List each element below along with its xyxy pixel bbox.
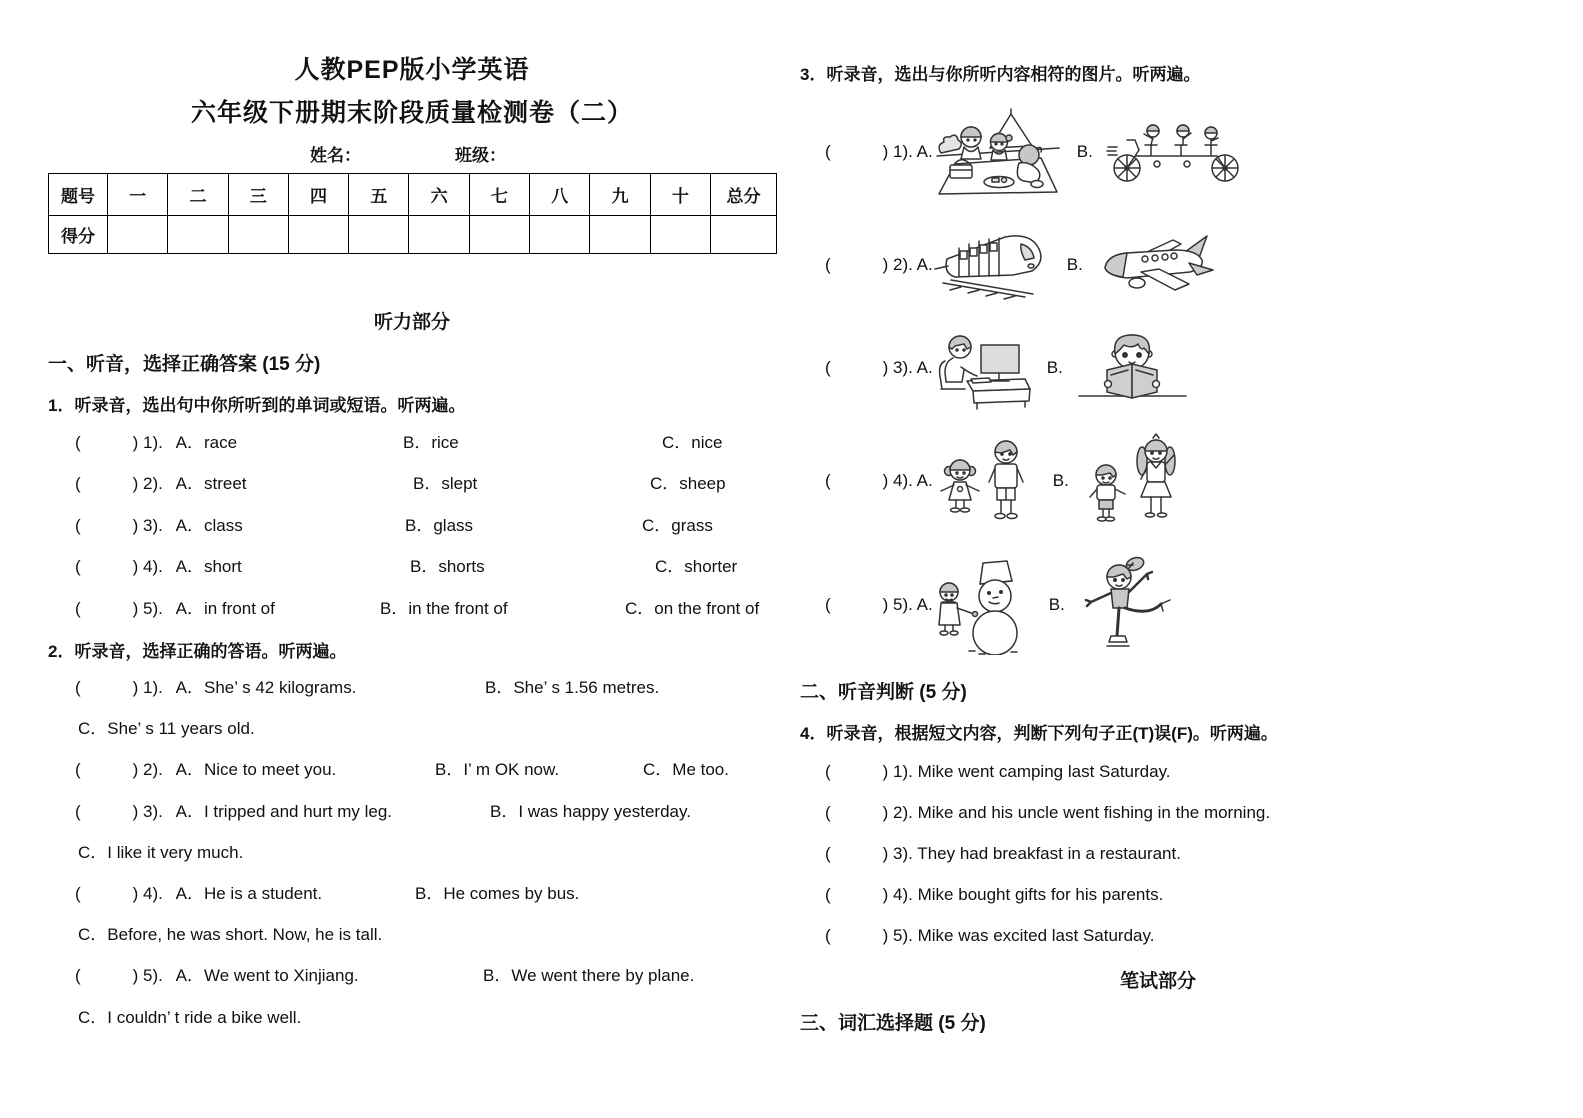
answer-bracket[interactable]	[825, 471, 933, 491]
open-paren: (	[75, 802, 81, 821]
option-a: A．We went to Xinjiang.	[175, 966, 359, 985]
answer-bracket[interactable]	[75, 599, 163, 618]
q2-item-3-option-c	[75, 841, 780, 865]
score-cell[interactable]	[530, 216, 590, 254]
option-a: A．street	[175, 474, 247, 493]
open-paren: (	[75, 516, 81, 535]
open-paren: (	[75, 884, 81, 903]
score-header-cell: 八	[530, 174, 590, 216]
item-number: ) 4). A.	[882, 471, 933, 490]
short-boy-tall-girl-illustration	[1081, 429, 1187, 533]
score-cell[interactable]	[469, 216, 529, 254]
item-number: ) 1).	[132, 678, 163, 697]
open-paren: (	[825, 595, 831, 614]
answer-bracket[interactable]	[825, 844, 1181, 863]
q4-item-5	[825, 924, 1154, 948]
score-cell[interactable]	[650, 216, 710, 254]
option-c: C．shorter	[655, 557, 738, 576]
option-b-label: B.	[1046, 358, 1063, 377]
q2-item-1-option-c	[75, 717, 780, 741]
score-header-cell: 总分	[711, 174, 777, 216]
part2-heading: 二、听音判断 (5 分)	[800, 682, 967, 703]
answer-bracket[interactable]	[75, 474, 163, 493]
option-c: C．Before, he was short. Now, he is tall.	[78, 925, 383, 944]
q4-item-3	[825, 842, 1181, 866]
q4-item-2	[825, 801, 1270, 825]
score-cell[interactable]	[288, 216, 348, 254]
option-c: C．I couldn’ t ride a bike well.	[78, 1008, 302, 1027]
open-paren: (	[825, 762, 831, 781]
item-number: ) 1).	[132, 433, 163, 452]
item-number: ) 4).	[132, 557, 163, 576]
option-c: C．I like it very much.	[78, 843, 244, 862]
answer-bracket[interactable]	[75, 678, 163, 697]
option-a: A．in front of	[175, 599, 275, 618]
score-row-label: 得分	[49, 216, 108, 254]
option-a: A．class	[175, 516, 243, 535]
q2-instruction: 2．听录音，选择正确的答语。听两遍。	[48, 642, 347, 661]
option-b: B．slept	[413, 474, 478, 493]
answer-bracket[interactable]	[75, 966, 163, 985]
answer-bracket[interactable]	[825, 885, 1163, 904]
q3-item-2	[825, 223, 1215, 307]
answer-bracket[interactable]	[75, 516, 163, 535]
score-header-cell: 五	[349, 174, 409, 216]
answer-bracket[interactable]	[75, 433, 163, 452]
listening-section-title: 听力部分	[373, 312, 450, 333]
score-header-cell: 题号	[49, 174, 108, 216]
option-b-label: B.	[1076, 142, 1093, 161]
tandem-bicycle-illustration	[1105, 120, 1245, 185]
q4-item-4	[825, 883, 1163, 907]
q2-item-3	[75, 800, 780, 824]
statement: ) 5). Mike was excited last Saturday.	[882, 926, 1155, 945]
score-cell[interactable]	[711, 216, 777, 254]
q3-item-4	[825, 429, 1187, 533]
open-paren: (	[825, 255, 831, 274]
q2-item-4	[75, 882, 780, 906]
paper-subtitle: 六年级下册期末阶段质量检测卷（二）	[190, 99, 633, 127]
open-paren: (	[75, 557, 81, 576]
short-girl-tall-boy-illustration	[933, 430, 1039, 532]
answer-bracket[interactable]	[825, 762, 1171, 781]
option-b: B．I’ m OK now.	[435, 760, 560, 779]
answer-bracket[interactable]	[825, 142, 933, 162]
score-cell[interactable]	[168, 216, 228, 254]
option-a: A．race	[175, 433, 238, 452]
train-illustration	[933, 225, 1053, 305]
q4-instruction: 4．听录音，根据短文内容，判断下列句子正(T)误(F)。听两遍。	[800, 724, 1278, 743]
open-paren: (	[825, 926, 831, 945]
statement: ) 3). They had breakfast in a restaurant.	[882, 844, 1181, 863]
q1-item-4	[75, 555, 780, 579]
option-b: B．She’ s 1.56 metres.	[485, 678, 660, 697]
answer-bracket[interactable]	[825, 358, 933, 378]
part1-heading: 一、听音，选择正确答案 (15 分)	[48, 354, 321, 375]
open-paren: (	[825, 471, 831, 490]
picnic-illustration	[933, 106, 1063, 198]
answer-bracket[interactable]	[825, 803, 1270, 822]
score-header-cell: 九	[590, 174, 650, 216]
item-number: ) 5). A.	[882, 595, 933, 614]
option-b: B．in the front of	[380, 599, 508, 618]
item-number: ) 1). A.	[882, 142, 933, 161]
item-number: ) 3).	[132, 802, 163, 821]
score-cell[interactable]	[590, 216, 650, 254]
paper-title: 人教PEP版小学英语	[294, 56, 530, 84]
answer-bracket[interactable]	[75, 557, 163, 576]
open-paren: (	[825, 885, 831, 904]
option-a: A．He is a student.	[175, 884, 323, 903]
option-c: C．on the front of	[625, 599, 760, 618]
open-paren: (	[825, 358, 831, 377]
option-b-label: B.	[1048, 595, 1065, 614]
option-a: A．short	[175, 557, 242, 576]
q3-item-1	[825, 104, 1245, 200]
option-b: B．glass	[405, 516, 474, 535]
q3-instruction: 3．听录音，选出与你所听内容相符的图片。听两遍。	[800, 65, 1201, 84]
score-table-header-row	[49, 174, 777, 216]
answer-bracket[interactable]	[75, 802, 163, 821]
score-header-cell: 六	[409, 174, 469, 216]
option-b-label: B.	[1066, 255, 1083, 274]
open-paren: (	[75, 760, 81, 779]
option-c: C．grass	[642, 516, 713, 535]
class-label: 班级：	[455, 146, 506, 165]
part3-heading: 三、词汇选择题 (5 分)	[800, 1013, 986, 1034]
q2-item-5-option-c	[75, 1006, 780, 1030]
score-header-cell: 一	[108, 174, 168, 216]
option-c: C．Me too.	[643, 760, 729, 779]
answer-bracket[interactable]	[825, 255, 933, 275]
girl-making-snowman-illustration	[933, 555, 1035, 655]
open-paren: (	[75, 966, 81, 985]
item-number: ) 3). A.	[882, 358, 933, 377]
score-cell[interactable]	[349, 216, 409, 254]
score-header-cell: 三	[228, 174, 288, 216]
class-blank-field[interactable]	[507, 141, 577, 161]
score-header-cell: 二	[168, 174, 228, 216]
q1-instruction: 1．听录音，选出句中你所听到的单词或短语。听两遍。	[48, 396, 466, 415]
answer-bracket[interactable]	[825, 595, 933, 615]
option-a: A．She’ s 42 kilograms.	[175, 678, 357, 697]
q1-item-3	[75, 514, 780, 538]
q2-item-4-option-c	[75, 923, 780, 947]
answer-bracket[interactable]	[75, 884, 163, 903]
q2-item-1	[75, 676, 780, 700]
open-paren: (	[825, 803, 831, 822]
statement: ) 4). Mike bought gifts for his parents.	[882, 885, 1164, 904]
score-header-cell: 七	[469, 174, 529, 216]
q2-item-5	[75, 964, 780, 988]
score-cell[interactable]	[409, 216, 469, 254]
open-paren: (	[825, 142, 831, 161]
q2-item-2	[75, 758, 780, 782]
item-number: ) 5).	[132, 599, 163, 618]
option-a: A．I tripped and hurt my leg.	[175, 802, 393, 821]
item-number: ) 3).	[132, 516, 163, 535]
score-header-cell: 四	[288, 174, 348, 216]
open-paren: (	[75, 433, 81, 452]
option-b-label: B.	[1052, 471, 1069, 490]
answer-bracket[interactable]	[75, 760, 163, 779]
option-b: B．He comes by bus.	[415, 884, 580, 903]
open-paren: (	[825, 844, 831, 863]
score-header-cell: 十	[650, 174, 710, 216]
option-b: B．shorts	[410, 557, 485, 576]
written-section-title: 笔试部分	[1119, 971, 1196, 992]
option-c: C．sheep	[650, 474, 726, 493]
q1-item-5	[75, 597, 780, 621]
q1-item-2	[75, 472, 780, 496]
score-cell[interactable]	[108, 216, 168, 254]
statement: ) 2). Mike and his uncle went fishing in the morning.	[882, 803, 1271, 822]
statement: ) 1). Mike went camping last Saturday.	[882, 762, 1171, 781]
item-number: ) 2).	[132, 474, 163, 493]
name-label: 姓名：	[310, 146, 361, 165]
item-number: ) 4).	[132, 884, 163, 903]
score-table	[48, 173, 777, 254]
open-paren: (	[75, 599, 81, 618]
option-c: C．She’ s 11 years old.	[78, 719, 255, 738]
name-blank-field[interactable]	[362, 141, 432, 161]
score-cell[interactable]	[228, 216, 288, 254]
q3-item-3	[825, 323, 1190, 413]
option-b: B．I was happy yesterday.	[490, 802, 691, 821]
open-paren: (	[75, 678, 81, 697]
item-number: ) 2). A.	[882, 255, 933, 274]
airplane-illustration	[1095, 230, 1215, 300]
item-number: ) 5).	[132, 966, 163, 985]
answer-bracket[interactable]	[825, 926, 1154, 945]
option-b: B．rice	[403, 433, 459, 452]
open-paren: (	[75, 474, 81, 493]
boy-using-computer-illustration	[933, 323, 1033, 413]
score-table-score-row	[49, 216, 777, 254]
option-b: B．We went there by plane.	[483, 966, 695, 985]
item-number: ) 2).	[132, 760, 163, 779]
option-a: A．Nice to meet you.	[175, 760, 337, 779]
boy-reading-book-illustration	[1075, 326, 1190, 411]
girl-ice-skating-illustration	[1077, 552, 1177, 658]
option-c: C．nice	[662, 433, 723, 452]
q4-item-1	[825, 760, 1171, 784]
q3-item-5	[825, 551, 1177, 659]
q1-item-1	[75, 431, 780, 455]
